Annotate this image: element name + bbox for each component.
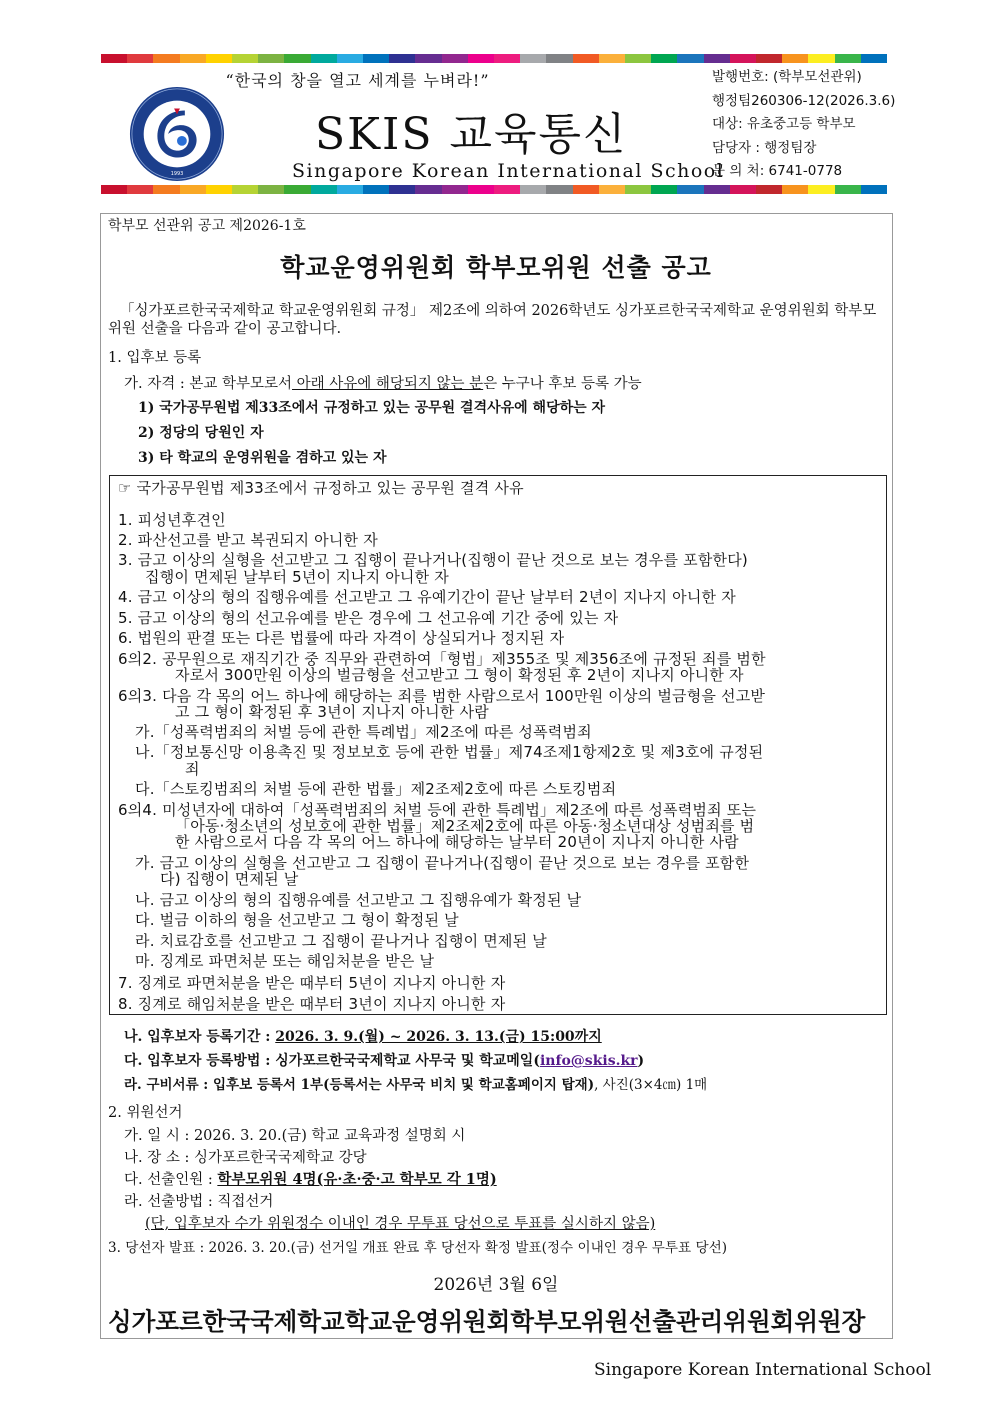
newsletter-title: SKIS 교육통신 bbox=[315, 109, 628, 160]
stripe-segment bbox=[546, 185, 572, 194]
stripe-segment bbox=[363, 54, 389, 63]
stripe-segment bbox=[284, 54, 310, 63]
stripe-segment bbox=[651, 185, 677, 194]
required-documents-label: 라. 구비서류 : bbox=[124, 1077, 213, 1093]
school-name-english: Singapore Korean International School bbox=[292, 160, 725, 182]
box-line: 집행이 면제된 날부터 5년이 지나지 아니한 자 bbox=[145, 568, 449, 586]
stripe-segment bbox=[153, 54, 179, 63]
box-line: 7. 징계로 파면처분을 받은 때부터 5년이 지나지 아니한 자 bbox=[118, 974, 506, 992]
stripe-segment bbox=[258, 185, 284, 194]
registration-method-label: 다. 입후보자 등록방법 : bbox=[124, 1053, 276, 1069]
box-line: 라. 치료감호를 선고받고 그 집행이 끝나거나 집행이 면제된 날 bbox=[135, 932, 547, 950]
stripe-segment bbox=[101, 54, 127, 63]
section2-heading: 2. 위원선거 bbox=[108, 1105, 183, 1121]
election-count-label: 다. 선출인원 : bbox=[124, 1172, 218, 1188]
stripe-segment bbox=[415, 54, 441, 63]
meta-phone: 문 의 처: 6741-0778 bbox=[712, 163, 843, 179]
box-line: 「아동·청소년의 성보호에 관한 법률」제2조제2호에 따른 아동·청소년대상 성범죄를 범 bbox=[175, 817, 755, 835]
stripe-segment bbox=[704, 185, 730, 194]
sign-date: 2026년 3월 6일 bbox=[433, 1275, 559, 1295]
stripe-segment bbox=[677, 185, 703, 194]
stripe-segment bbox=[206, 185, 232, 194]
registration-period-label: 나. 입후보자 등록기간 : bbox=[124, 1029, 276, 1045]
notice-intro: 「싱가포르한국국제학교 학교운영위원회 규정」 제2조에 의하여 2026학년도 싱가포르한국국제학교 운영위원회 학부모위원 선출을 다음과 같이 공고합니다. bbox=[108, 303, 877, 337]
stripe-segment bbox=[599, 54, 625, 63]
box-line: 다.「스토킹범죄의 처벌 등에 관한 법률」제2조제2호에 따른 스토킹범죄 bbox=[135, 780, 617, 798]
stripe-segment bbox=[232, 54, 258, 63]
box-line: 6의2. 공무원으로 재직기간 중 직무와 관련하여「형법」제355조 및 제356조에 규정된 죄를 범한 bbox=[118, 650, 766, 668]
stripe-segment bbox=[782, 54, 808, 63]
eligibility-prefix: 가. 자격 : 본교 학부모로서 bbox=[124, 376, 293, 392]
school-email-link[interactable]: info@skis.kr bbox=[539, 1053, 638, 1069]
stripe-segment bbox=[127, 185, 153, 194]
stripe-segment bbox=[573, 185, 599, 194]
stripe-segment bbox=[835, 185, 861, 194]
header-color-stripe-top bbox=[101, 54, 887, 63]
stripe-segment bbox=[756, 54, 782, 63]
box-line: 5. 금고 이상의 형의 선고유예를 받은 경우에 그 선고유예 기간 중에 있는 자 bbox=[118, 609, 619, 627]
stripe-segment bbox=[127, 54, 153, 63]
notice-title: 학교운영위원회 학부모위원 선출 공고 bbox=[280, 253, 712, 282]
stripe-segment bbox=[835, 54, 861, 63]
stripe-segment bbox=[232, 185, 258, 194]
box-line: 죄 bbox=[185, 760, 200, 778]
stripe-segment bbox=[520, 54, 546, 63]
svg-text:1993: 1993 bbox=[170, 171, 184, 178]
stripe-segment bbox=[258, 54, 284, 63]
meta-contact-person: 담당자 : 행정팀장 bbox=[712, 139, 817, 156]
stripe-segment bbox=[468, 185, 494, 194]
required-documents-value: 입후보 등록서 1부(등록서는 사무국 비치 및 학교홈페이지 탑재) bbox=[213, 1077, 595, 1093]
box-line: 4. 금고 이상의 형의 집행유예를 선고받고 그 유예기간이 끝난 날부터 2년이 지나지 아니한 자 bbox=[118, 588, 736, 606]
stripe-segment bbox=[442, 185, 468, 194]
footer-school-name: Singapore Korean International School bbox=[594, 1360, 932, 1380]
election-count-value: 학부모위원 4명(유·초·중·고 학부모 각 1명) bbox=[217, 1171, 497, 1188]
box-line: 3. 금고 이상의 실형을 선고받고 그 집행이 끝나거나(집행이 끝난 것으로 보는 경우를 포함한다) bbox=[118, 551, 748, 569]
stripe-segment bbox=[625, 54, 651, 63]
stripe-segment bbox=[206, 54, 232, 63]
election-place: 나. 장 소 : 싱가포르한국국제학교 강당 bbox=[124, 1150, 367, 1166]
stripe-segment bbox=[442, 54, 468, 63]
stripe-segment bbox=[808, 54, 834, 63]
section1-heading: 1. 입후보 등록 bbox=[108, 350, 202, 366]
registration-method-value: 싱가포르한국국제학교 사무국 및 학교메일( bbox=[275, 1053, 540, 1069]
eligibility-line bbox=[124, 372, 642, 393]
stripe-segment bbox=[337, 185, 363, 194]
registration-period bbox=[124, 1026, 602, 1046]
stripe-segment bbox=[180, 54, 206, 63]
stripe-segment bbox=[494, 185, 520, 194]
stripe-segment bbox=[756, 185, 782, 194]
election-date: 가. 일 시 : 2026. 3. 20.(금) 학교 교육과정 설명회 시 bbox=[124, 1128, 466, 1144]
required-documents bbox=[124, 1073, 707, 1093]
stripe-segment bbox=[677, 54, 703, 63]
stripe-segment bbox=[808, 185, 834, 194]
registration-method bbox=[124, 1050, 644, 1070]
notice-number: 학부모 선관위 공고 제2026-1호 bbox=[108, 218, 306, 234]
box-line: 가.「성폭력범죄의 처벌 등에 관한 특례법」제2조에 따른 성폭력범죄 bbox=[135, 723, 592, 741]
stripe-segment bbox=[180, 185, 206, 194]
meta-dept-code: 행정팀260306-12(2026.3.6) bbox=[712, 92, 896, 109]
election-method: 라. 선출방법 : 직접선거 bbox=[124, 1194, 274, 1210]
stripe-segment bbox=[730, 54, 756, 63]
election-method-note: (단, 입후보자 수가 위원정수 이내인 경우 무투표 당선으로 투표를 실시하지 않음) bbox=[145, 1216, 656, 1232]
school-motto: “한국의 창을 열고 세계를 누벼라!” bbox=[225, 71, 490, 90]
required-documents-suffix: , 사진(3×4㎝) 1매 bbox=[594, 1077, 708, 1093]
disqualification-item-2: 2) 정당의 당원인 자 bbox=[138, 425, 264, 441]
stripe-segment bbox=[494, 54, 520, 63]
header-color-stripe-bottom bbox=[101, 185, 887, 194]
school-logo-emblem bbox=[128, 85, 226, 183]
stripe-segment bbox=[782, 185, 808, 194]
stripe-segment bbox=[363, 185, 389, 194]
stripe-segment bbox=[651, 54, 677, 63]
stripe-segment bbox=[389, 185, 415, 194]
box-line: 6의3. 다음 각 목의 어느 하나에 해당하는 죄를 범한 사람으로서 100만원 이상의 벌금형을 선고받 bbox=[118, 687, 766, 705]
stripe-segment bbox=[468, 54, 494, 63]
stripe-segment bbox=[311, 185, 337, 194]
box-line: 1. 피성년후견인 bbox=[118, 511, 226, 529]
registration-period-value: 2026. 3. 9.(월) ~ 2026. 3. 13.(금) 15:00까지 bbox=[275, 1029, 602, 1045]
box-line: 나.「정보통신망 이용촉진 및 정보보호 등에 관한 법률」제74조제1항제2호 및 제3호에 규정된 bbox=[135, 743, 764, 761]
box-line: 자로서 300만원 이상의 벌금형을 선고받고 그 형이 확정된 후 2년이 지나지 아니한 자 bbox=[175, 666, 744, 684]
box-line: 가. 금고 이상의 실형을 선고받고 그 집행이 끝나거나(집행이 끝난 것으로 보는 경우를 포함한 bbox=[135, 854, 750, 872]
stripe-segment bbox=[861, 54, 887, 63]
stripe-segment bbox=[520, 185, 546, 194]
stripe-segment bbox=[311, 54, 337, 63]
box-line: 나. 금고 이상의 형의 집행유예를 선고받고 그 집행유예가 확정된 날 bbox=[135, 891, 582, 909]
stripe-segment bbox=[573, 54, 599, 63]
stripe-segment bbox=[389, 54, 415, 63]
winner-announcement: 3. 당선자 발표 : 2026. 3. 20.(금) 선거일 개표 완료 후 당선자 확정 발표(정수 이내인 경우 무투표 당선) bbox=[108, 1240, 728, 1256]
box-line: 8. 징계로 해임처분을 받은 때부터 3년이 지나지 아니한 자 bbox=[118, 995, 506, 1013]
disqualification-item-1: 1) 국가공무원법 제33조에서 규정하고 있는 공무원 결격사유에 해당하는 자 bbox=[138, 400, 606, 416]
stripe-segment bbox=[337, 54, 363, 63]
stripe-segment bbox=[153, 185, 179, 194]
stripe-segment bbox=[415, 185, 441, 194]
stripe-segment bbox=[599, 185, 625, 194]
stripe-segment bbox=[730, 185, 756, 194]
stripe-segment bbox=[101, 185, 127, 194]
eligibility-suffix: 은 누구나 후보 등록 가능 bbox=[483, 376, 642, 392]
box-line: 다) 집행이 면제된 날 bbox=[160, 870, 299, 888]
stripe-segment bbox=[284, 185, 310, 194]
box-line: 6의4. 미성년자에 대하여「성폭력범죄의 처벌 등에 관한 특례법」제2조에 따른 성폭력범죄 또는 bbox=[118, 801, 757, 819]
stripe-segment bbox=[861, 185, 887, 194]
stripe-segment bbox=[625, 185, 651, 194]
signer-title: 싱가포르한국국제학교학교운영위원회학부모위원선출관리위원회위원장 bbox=[108, 1307, 866, 1336]
box-line: 6. 법원의 판결 또는 다른 법률에 따라 자격이 상실되거나 정지된 자 bbox=[118, 629, 565, 647]
election-count bbox=[124, 1168, 497, 1189]
meta-issue-number: 발행번호: (학부모선관위) bbox=[712, 69, 862, 85]
box-line: 한 사람으로서 다음 각 목의 어느 하나에 해당하는 날부터 20년이 지나지 아니한 사람 bbox=[175, 833, 739, 851]
publication-meta bbox=[712, 66, 895, 184]
box-line: 고 그 형이 확정된 후 3년이 지나지 아니한 사람 bbox=[175, 703, 489, 721]
meta-audience: 대상: 유초중고등 학부모 bbox=[712, 116, 856, 132]
eligibility-condition: 아래 사유에 해당되지 않는 분 bbox=[292, 376, 484, 392]
stripe-segment bbox=[704, 54, 730, 63]
box-line: 다. 벌금 이하의 형을 선고받고 그 형이 확정된 날 bbox=[135, 911, 459, 929]
disqualification-item-3: 3) 타 학교의 운영위원을 겸하고 있는 자 bbox=[138, 450, 387, 466]
box-line: 2. 파산선고를 받고 복권되지 아니한 자 bbox=[118, 531, 378, 549]
box-heading: ☞ 국가공무원법 제33조에서 규정하고 있는 공무원 결격 사유 bbox=[118, 479, 524, 497]
box-line: 마. 징계로 파면처분 또는 해임처분을 받은 날 bbox=[135, 952, 435, 970]
registration-method-close: ) bbox=[637, 1053, 645, 1069]
stripe-segment bbox=[546, 54, 572, 63]
